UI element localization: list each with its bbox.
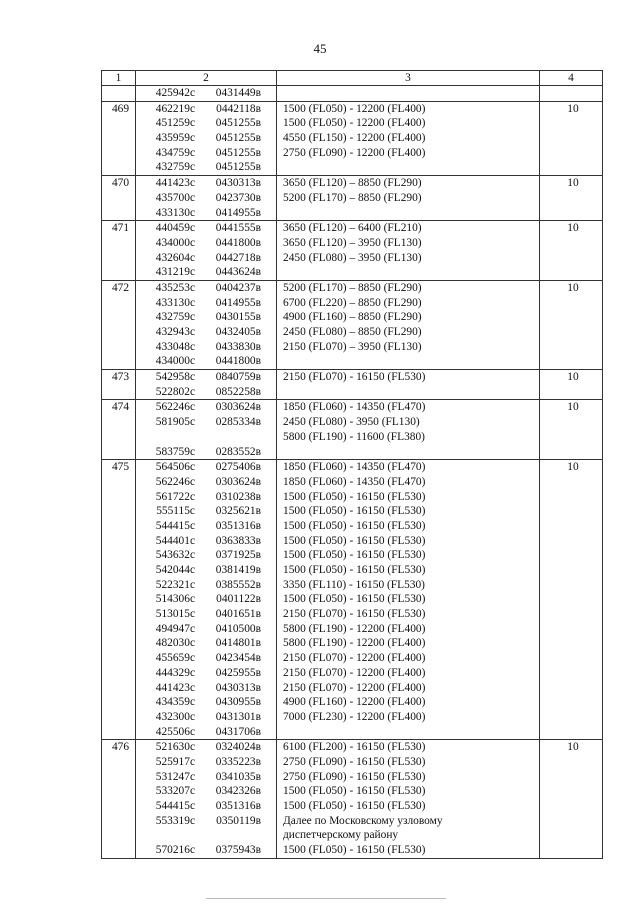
longitude: 0423730в (215, 191, 261, 204)
longitude: 0442118в (216, 102, 261, 115)
mark-cell (540, 400, 603, 460)
latitude: 432759с (155, 161, 195, 174)
coordinate-pair (140, 146, 276, 161)
longitude: 0441800в (215, 355, 261, 368)
mark-cell (540, 740, 603, 859)
latitude: 455659с (155, 652, 195, 665)
row-number: 474 (111, 401, 130, 414)
longitude: 0363833в (215, 534, 261, 547)
altitude-range: 1850 (FL060) - 14350 (FL470) (283, 461, 426, 474)
latitude: 533207с (155, 785, 195, 798)
altitude-range: 1500 (FL050) - 12200 (FL400) (283, 117, 426, 130)
longitude: 0401651в (215, 608, 261, 621)
coordinate-pair (140, 666, 276, 681)
coordinate-pair (140, 592, 276, 607)
row-number-cell (102, 370, 136, 400)
row-number-cell (102, 740, 136, 859)
latitude: 432759с (155, 311, 195, 324)
longitude: 0351316в (215, 519, 261, 532)
table-row (102, 221, 603, 281)
coordinate-pair (140, 281, 276, 296)
coordinate-pair (140, 695, 276, 710)
coordinate-pair (140, 784, 276, 799)
altitude-range: 2450 (FL080) – 8850 (FL290) (283, 326, 422, 338)
latitude: 434359с (155, 696, 195, 709)
altitudes-cell (277, 740, 540, 859)
longitude: 0303624в (215, 401, 261, 414)
row-number: 476 (111, 741, 130, 754)
longitude: 0431449в (215, 87, 261, 99)
altitude-range: 5800 (FL190) - 12200 (FL400) (283, 622, 426, 635)
coordinate-pair (140, 534, 276, 549)
latitude: 432943с (155, 326, 195, 338)
longitude: 0430313в (215, 681, 261, 694)
longitude: 0335223в (215, 755, 261, 768)
longitude: 0430155в (215, 311, 261, 324)
altitude-range: 6700 (FL220) – 8850 (FL290) (283, 296, 422, 309)
row-mark: 10 (567, 177, 579, 190)
longitude: 0285334в (215, 416, 261, 429)
coordinates-cell (136, 740, 277, 859)
row-number: 473 (111, 371, 130, 384)
table-row (102, 460, 603, 740)
altitude-range: 1500 (FL050) - 16150 (FL530) (283, 534, 426, 547)
longitude: 0431706в (215, 725, 261, 738)
coordinate-pair (140, 740, 276, 755)
altitude-range: 1850 (FL060) - 14350 (FL470) (283, 401, 426, 414)
altitude-range: 1500 (FL050) - 16150 (FL530) (283, 519, 426, 532)
altitude-range: диспетчерскому району (283, 829, 399, 842)
coordinate-pair (140, 176, 276, 191)
coordinate-pair (140, 385, 276, 400)
latitude: 425942с (155, 87, 195, 99)
longitude (195, 828, 261, 843)
longitude: 0441800в (215, 236, 261, 249)
coordinate-pair (140, 828, 276, 843)
mark-cell (540, 460, 603, 740)
latitude: 522321с (155, 578, 195, 591)
latitude: 441423с (155, 681, 195, 694)
altitude-range: 1500 (FL050) - 16150 (FL530) (283, 549, 426, 562)
page-number: 45 (313, 41, 327, 56)
coordinate-pair (140, 340, 276, 355)
mark-cell (540, 280, 603, 369)
latitude: 425506с (155, 725, 195, 738)
altitude-range: 1500 (FL050) - 16150 (FL530) (283, 785, 426, 798)
altitude-range: 1500 (FL050) - 16150 (FL530) (283, 800, 426, 812)
coordinates-cell (136, 370, 277, 400)
row-number: 470 (111, 177, 130, 190)
altitude-range: 5200 (FL170) – 8850 (FL290) (283, 191, 422, 204)
coordinate-pair (140, 415, 276, 430)
bottom-rule (206, 898, 446, 899)
row-number-cell (102, 221, 136, 281)
latitude: 440459с (155, 222, 195, 235)
latitude: 542958с (155, 371, 195, 384)
coordinate-pair (140, 236, 276, 251)
latitude: 435959с (155, 132, 195, 145)
table-row-continued (102, 86, 603, 102)
latitude: 434000с (155, 236, 195, 249)
latitude: 435700с (155, 191, 195, 204)
longitude: 0325621в (215, 505, 261, 518)
mark-cell (540, 101, 603, 175)
coordinate-pair (140, 770, 276, 785)
altitudes-cell (277, 400, 540, 460)
coordinate-pair (140, 296, 276, 311)
coordinate-pair (140, 490, 276, 505)
altitudes-cell (277, 101, 540, 175)
longitude: 0431301в (215, 710, 261, 723)
altitude-range: 1500 (FL050) - 12200 (FL400) (283, 102, 426, 115)
latitude: 451259с (155, 117, 195, 130)
longitude: 0451255в (215, 117, 261, 130)
coordinate-pair (140, 563, 276, 578)
latitude: 544401с (155, 534, 195, 547)
coordinate-pair (140, 251, 276, 266)
coordinates-cell (136, 101, 277, 175)
coordinates-cell (136, 400, 277, 460)
longitude: 0375943в (215, 844, 261, 857)
latitude: 513015с (155, 608, 195, 621)
mark-cell (540, 370, 603, 400)
row-mark: 10 (567, 281, 579, 294)
coordinate-pair (140, 475, 276, 490)
latitude: 561722с (155, 490, 195, 503)
latitude: 433130с (155, 296, 195, 309)
coordinate-pair (140, 504, 276, 519)
latitude: 433130с (155, 206, 195, 219)
table-row (102, 370, 603, 400)
altitude-range: 2750 (FL090) - 16150 (FL530) (283, 770, 426, 783)
coordinate-pair (140, 265, 276, 280)
row-mark: 10 (567, 222, 579, 235)
coordinate-pair (140, 206, 276, 221)
row-mark: 10 (567, 461, 579, 474)
table-row (102, 176, 603, 221)
latitude: 525917с (155, 755, 195, 768)
coordinate-pair (140, 519, 276, 534)
longitude: 0433830в (215, 340, 261, 353)
row-number-cell (102, 86, 136, 102)
longitude: 0852258в (215, 385, 261, 398)
longitude: 0442718в (215, 251, 261, 264)
latitude: 434759с (155, 146, 195, 159)
altitude-range: 1500 (FL050) - 16150 (FL530) (283, 593, 426, 606)
altitude-range: 2750 (FL090) - 12200 (FL400) (283, 146, 426, 159)
table-row (102, 740, 603, 859)
coordinates-cell (136, 280, 277, 369)
altitude-range: 1500 (FL050) - 16150 (FL530) (283, 844, 426, 857)
coordinate-pair (140, 725, 276, 740)
latitude: 482030с (155, 637, 195, 650)
longitude: 0303624в (215, 475, 261, 488)
coordinate-pair (140, 221, 276, 236)
column-header-2: 2 (136, 71, 277, 86)
longitude: 0341035в (215, 770, 261, 783)
altitudes-cell (277, 86, 540, 102)
longitude: 0275406в (215, 461, 261, 474)
row-number: 475 (111, 461, 130, 474)
altitudes-cell (277, 370, 540, 400)
coordinate-pair (140, 755, 276, 770)
coordinate-pair (140, 354, 276, 369)
altitude-range: 1500 (FL050) - 16150 (FL530) (283, 505, 426, 518)
latitude: 562246с (155, 401, 195, 414)
row-number-cell (102, 400, 136, 460)
altitude-range: 2150 (FL070) - 16150 (FL530) (283, 371, 426, 384)
latitude (140, 828, 195, 843)
altitude-range: 3650 (FL120) – 8850 (FL290) (283, 177, 422, 190)
latitude: 544415с (155, 800, 195, 812)
altitude-range: 2450 (FL080) – 3950 (FL130) (283, 251, 422, 264)
altitudes-cell (277, 221, 540, 281)
latitude: 441423с (155, 177, 195, 190)
row-number-cell (102, 101, 136, 175)
coordinate-pair (140, 651, 276, 666)
longitude: 0451255в (215, 161, 261, 174)
longitude: 0443624в (215, 266, 261, 279)
row-number: 472 (111, 281, 130, 294)
coordinate-pair (140, 160, 276, 175)
longitude: 0371925в (215, 549, 261, 562)
altitudes-cell (277, 280, 540, 369)
altitude-range: 5800 (FL190) - 11600 (FL380) (283, 430, 425, 443)
longitude: 0342326в (215, 785, 261, 798)
longitude: 0414955в (215, 206, 261, 219)
latitude: 542044с (155, 564, 195, 576)
altitude-range: 5800 (FL190) - 12200 (FL400) (283, 637, 426, 650)
latitude: 462219с (155, 102, 195, 115)
altitude-range: 3350 (FL110) - 16150 (FL530) (283, 578, 425, 591)
row-mark: 10 (567, 741, 579, 754)
latitude: 431219с (155, 266, 195, 279)
altitude-range: 2150 (FL070) - 12200 (FL400) (283, 681, 426, 694)
coordinate-pair (140, 548, 276, 563)
latitude: 521630с (155, 741, 195, 754)
longitude: 0414801в (215, 637, 261, 650)
table-row (102, 101, 603, 175)
coordinate-pair (140, 131, 276, 146)
coordinate-pair (140, 578, 276, 593)
longitude: 0283552в (215, 445, 261, 458)
altitude-range: 2450 (FL080) - 3950 (FL130) (283, 416, 420, 429)
longitude: 0430955в (215, 696, 261, 709)
coordinate-pair (140, 191, 276, 206)
row-number: 471 (111, 222, 130, 235)
airspace-route-table (101, 70, 603, 859)
row-number-cell (102, 460, 136, 740)
latitude: 583759с (155, 445, 195, 458)
column-header-1: 1 (102, 71, 136, 86)
longitude: 0310238в (215, 490, 261, 503)
column-header-3: 3 (277, 71, 540, 86)
longitude: 0351316в (215, 800, 261, 812)
coordinate-pair (140, 607, 276, 622)
longitude (195, 430, 261, 445)
row-mark: 10 (567, 371, 579, 384)
table-body (102, 86, 603, 859)
coordinate-pair (140, 102, 276, 117)
coordinate-pair (140, 814, 276, 829)
longitude: 0423454в (215, 652, 261, 665)
header-row (102, 71, 603, 86)
longitude: 0451255в (215, 146, 261, 159)
coordinates-cell (136, 86, 277, 102)
row-mark: 10 (567, 401, 579, 414)
altitude-range: 7000 (FL230) - 12200 (FL400) (283, 710, 426, 723)
latitude: 432604с (155, 251, 195, 264)
coordinate-pair (140, 325, 276, 340)
coordinate-pair (140, 370, 276, 385)
latitude: 544415с (155, 519, 195, 532)
latitude: 562246с (155, 475, 195, 488)
altitude-range: 4900 (FL160) - 12200 (FL400) (283, 696, 426, 709)
coordinate-pair (140, 445, 276, 460)
altitude-range: 2750 (FL090) - 16150 (FL530) (283, 755, 426, 768)
longitude: 0324024в (215, 741, 261, 754)
row-number: 469 (111, 102, 130, 115)
latitude: 564506с (155, 461, 195, 474)
column-header-4: 4 (540, 71, 603, 86)
latitude: 435253с (155, 281, 195, 294)
latitude (140, 430, 195, 445)
altitude-range: Далее по Московскому узловому (283, 814, 443, 827)
longitude: 0404237в (215, 281, 261, 294)
mark-cell (540, 176, 603, 221)
coordinate-pair (140, 843, 276, 858)
latitude: 581905с (155, 416, 195, 429)
table-row (102, 280, 603, 369)
longitude: 0840759в (215, 371, 261, 384)
latitude: 494947с (155, 622, 195, 635)
altitude-range: 2150 (FL070) - 16150 (FL530) (283, 608, 426, 621)
altitude-range: 3650 (FL120) – 6400 (FL210) (283, 222, 422, 235)
latitude: 543632с (155, 549, 195, 562)
coordinates-cell (136, 176, 277, 221)
coordinate-pair (140, 799, 276, 814)
altitude-range: 4900 (FL160) – 8850 (FL290) (283, 311, 422, 324)
latitude: 432300с (155, 710, 195, 723)
altitude-range: 1500 (FL050) - 16150 (FL530) (283, 564, 426, 576)
latitude: 555115с (156, 505, 195, 518)
row-number-cell (102, 176, 136, 221)
altitude-range: 1500 (FL050) - 16150 (FL530) (283, 490, 426, 503)
longitude: 0451255в (215, 132, 261, 145)
longitude: 0350119в (216, 814, 261, 827)
longitude: 0414955в (215, 296, 261, 309)
altitude-range: 2150 (FL070) - 12200 (FL400) (283, 652, 426, 665)
latitude: 570216с (155, 844, 195, 857)
altitudes-cell (277, 176, 540, 221)
longitude: 0385552в (215, 578, 261, 591)
altitude-range: 2150 (FL070) – 3950 (FL130) (283, 340, 422, 353)
row-mark: 10 (567, 102, 579, 115)
coordinate-pair (140, 460, 276, 475)
latitude: 514306с (155, 593, 195, 606)
coordinate-pair (140, 636, 276, 651)
altitude-range: 5200 (FL170) – 8850 (FL290) (283, 281, 422, 294)
coordinate-pair (140, 310, 276, 325)
longitude: 0441555в (215, 222, 261, 235)
coordinate-pair (140, 430, 276, 445)
altitudes-cell (277, 460, 540, 740)
latitude: 433048с (155, 340, 195, 353)
coordinate-pair (140, 681, 276, 696)
coordinate-pair (140, 116, 276, 131)
latitude: 522802с (155, 385, 195, 398)
coordinates-cell (136, 460, 277, 740)
table-row (102, 400, 603, 460)
coordinate-pair (140, 710, 276, 725)
longitude: 0381419в (215, 564, 261, 576)
longitude: 0410500в (215, 622, 261, 635)
latitude: 531247с (155, 770, 195, 783)
longitude: 0425955в (215, 666, 261, 679)
longitude: 0430313в (215, 177, 261, 190)
altitude-range: 6100 (FL200) - 16150 (FL530) (283, 741, 426, 754)
coordinate-pair (140, 400, 276, 415)
longitude: 0432405в (215, 326, 261, 338)
altitude-range: 2150 (FL070) - 12200 (FL400) (283, 666, 426, 679)
latitude: 444329с (155, 666, 195, 679)
latitude: 434000с (155, 355, 195, 368)
latitude: 553319с (155, 814, 195, 827)
altitude-range: 1850 (FL060) - 14350 (FL470) (283, 475, 426, 488)
coordinate-pair (140, 86, 276, 101)
longitude: 0401122в (216, 593, 261, 606)
mark-cell (540, 86, 603, 102)
row-number-cell (102, 280, 136, 369)
altitude-range: 4550 (FL150) - 12200 (FL400) (283, 132, 426, 145)
mark-cell (540, 221, 603, 281)
altitude-range: 3650 (FL120) – 3950 (FL130) (283, 236, 422, 249)
coordinates-cell (136, 221, 277, 281)
coordinate-pair (140, 622, 276, 637)
